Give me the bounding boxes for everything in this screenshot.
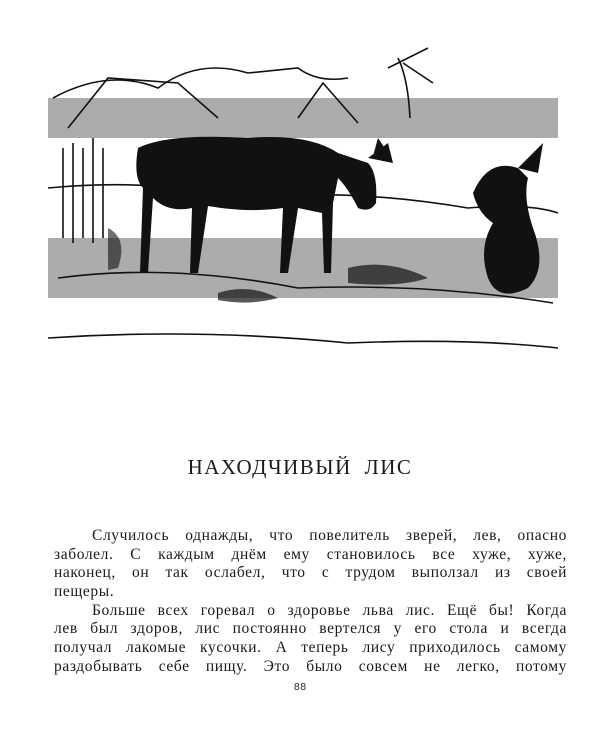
story-text [54,527,567,677]
text-line: заболел. С каждым днём ему становилось все хуже, хуже, [54,545,567,563]
text-line: Больше всех горевал о здоровье льва лис. Ещё бы! Когда [92,601,567,619]
story-title: НАХОДЧИВЫЙ ЛИС [187,455,413,479]
text-line: пещеры. [54,583,115,601]
page-number: 88 [293,682,307,693]
text-line: лев был здоров, лис постоянно вертелся у его стола и всегда [54,620,567,638]
text-line: получал лакомые кусочки. А теперь лису приходилось самому [54,639,567,657]
text-line: наконец, он так ослабел, что с трудом выползал из своей [54,564,567,582]
text-line: Случилось однажды, что повелитель зверей, лев, опасно [92,527,567,544]
text-line: раздобывать себе пищу. Это было совсем не легко, потому [54,657,567,675]
illustration-donkey-and-fox [48,38,558,358]
